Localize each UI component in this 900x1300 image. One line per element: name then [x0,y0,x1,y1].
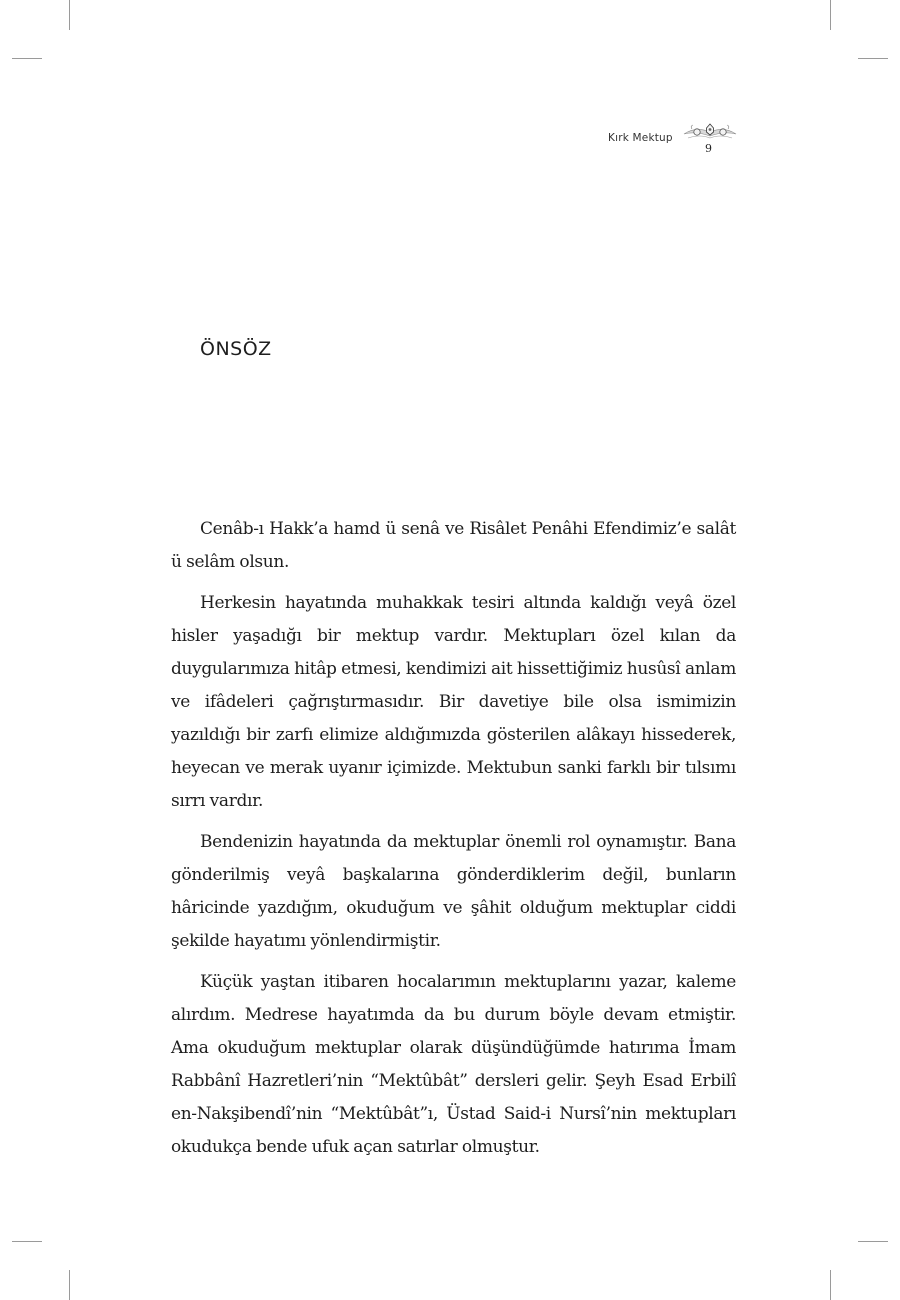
paragraph-1: Cenâb-ı Hakk’a hamd ü senâ ve Risâlet Penâhi Efendimiz’e salât ü selâm olsun. [171,519,736,572]
text-body [171,513,736,1172]
book-title: Kırk Mektup [608,132,673,144]
paragraph-3: Bendenizin hayatında da mektuplar önemli rol oynamıştır. Bana gönderilmiş veyâ başkalarına gönderdiklerim değil, bunların hâricinde yazdığım, okuduğum ve şâhit olduğum mektuplar ciddi şekilde hayatımı yönlendirmiştir. [171,832,736,951]
crop-mark-top-right [830,0,831,30]
crop-mark-right-bottom [858,1241,888,1242]
crop-mark-bottom-right [830,1270,831,1300]
crop-mark-bottom-left [69,1270,70,1300]
paragraph-2: Herkesin hayatında muhakkak tesiri altında kaldığı veyâ özel hisler yaşadığı bir mektup vardır. Mektupları özel kılan da duygularımıza hitâp etmesi, kendimizi ait hissettiğimiz husûsî anlam ve ifâdeleri çağrıştırmasıdır. Bir davetiye bile olsa ismimizin yazıldığı bir zarfı elimize aldığımızda gösterilen alâkayı hissederek, heyecan ve merak uyanır içimizde. Mektubun sanki farklı bir tılsımı sırrı vardır. [171,593,736,811]
running-header [560,118,740,158]
crop-mark-right-top [858,58,888,59]
chapter-title: ÖNSÖZ [200,338,272,360]
crop-mark-left-top [12,58,42,59]
crop-mark-left-bottom [12,1241,42,1242]
page-number: 9 [705,142,712,155]
paragraph-4: Küçük yaştan itibaren hocalarımın mektuplarını yazar, kaleme alırdım. Medrese hayatımda da bu durum böyle devam etmiştir. Ama okuduğum mektuplar olarak düşündüğümde hatırıma İmam Rabbânî Hazretleri’nin “Mektûbât” dersleri gelir. Şeyh Esad Erbilî en-Nakşibendî’nin “Mektûbât”ı, Üstad Said-i Nursî’nin mektupları okudukça bende ufuk açan satırlar olmuştur. [171,972,736,1157]
crop-mark-top-left [69,0,70,30]
